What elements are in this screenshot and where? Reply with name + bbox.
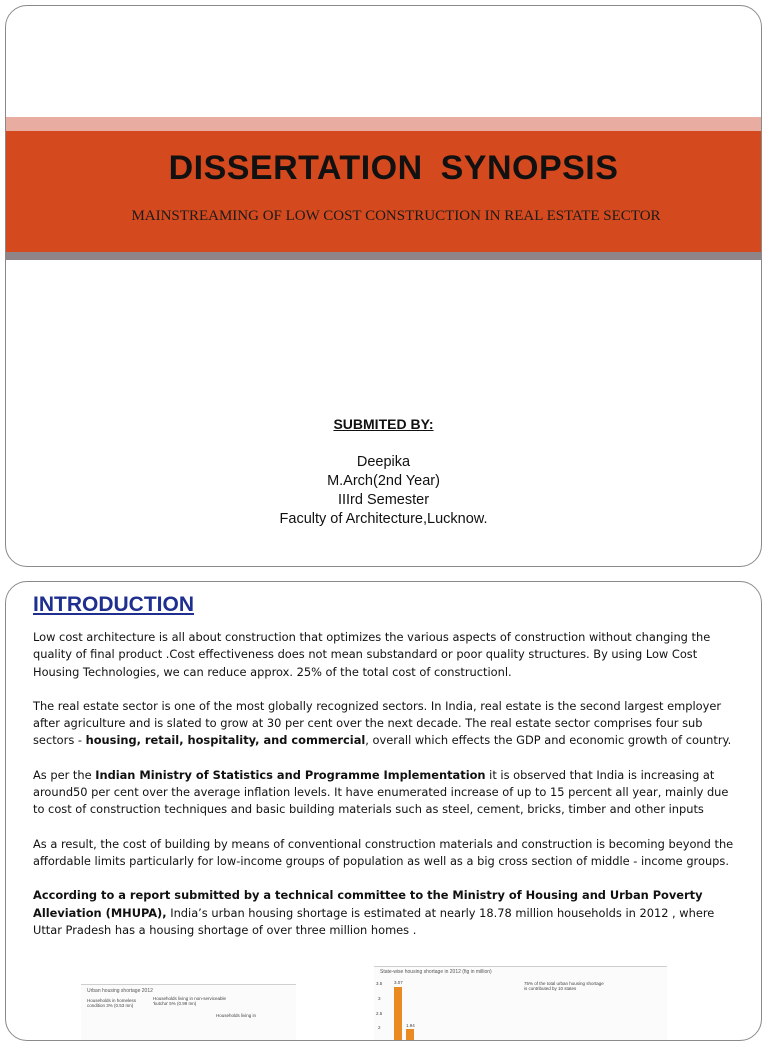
axis-tick: 3.5 bbox=[376, 981, 383, 986]
state-wise-shortage-figure bbox=[374, 966, 667, 1041]
figure-caption: State-wise housing shortage in 2012 (fig in million) bbox=[380, 969, 492, 975]
paragraph-5 bbox=[33, 887, 738, 939]
bar-label: 3.07 bbox=[394, 980, 403, 985]
author-degree: M.Arch(2nd Year) bbox=[327, 473, 440, 489]
paragraph-5-text: India’s urban housing shortage is estimated at nearly 18.78 million households in 2012 , where Uttar Pradesh has a housing shortage of over three million homes . bbox=[33, 905, 715, 937]
introduction-heading: INTRODUCTION bbox=[33, 593, 194, 616]
author-name: Deepika bbox=[356, 454, 411, 470]
slide-title: DISSERTATION SYNOPSIS bbox=[168, 149, 619, 187]
paragraph-3 bbox=[33, 767, 738, 819]
author-semester: IIIrd Semester bbox=[337, 492, 430, 508]
paragraph-2-text: The real estate sector is one of the most globally recognized sectors. In India, real estate is the second largest employer after agriculture and is slated to grow at 30 per cent over the next decade. The real estate sector comprises four sub sectors - bbox=[33, 698, 722, 748]
figure-caption: Urban housing shortage 2012 bbox=[87, 988, 153, 994]
paragraph-3-bold: Indian Ministry of Statistics and Programme Implementation bbox=[95, 767, 486, 782]
title-slide bbox=[5, 5, 762, 567]
slide-subtitle: MAINSTREAMING OF LOW COST CONSTRUCTION IN REAL ESTATE SECTOR bbox=[131, 208, 661, 224]
paragraph-3-text: As per the bbox=[33, 767, 96, 782]
paragraph-3-text-end: it is observed that India is increasing at around50 per cent over the average inflation levels. It have enumerated increase of up to 15 percent all year, mainly due to cost of construction techniques and basic building materials such as steel, cement, bricks, timber and other inputs bbox=[33, 767, 729, 817]
figure-note: 75% of the total urban housing shortage is contributed by 10 states bbox=[524, 981, 604, 991]
axis-tick: 2.5 bbox=[376, 1011, 383, 1016]
figure-label: Households in homeless condition 3% (0.53 mn) bbox=[87, 998, 137, 1008]
paragraph-4: As a result, the cost of building by means of conventional construction materials and construction is becoming beyond the affordable limits particularly for low-income groups of population as well as a big cross section of middle - income groups. bbox=[33, 836, 734, 868]
author-block bbox=[6, 453, 761, 529]
figure-label: Households living in non-serviceable 'kutcha' 5% (0.99 mn) bbox=[153, 996, 227, 1006]
paragraph-1: Low cost architecture is all about construction that optimizes the various aspects of construction without changing the quality of final product .Cost effectiveness does not mean substandard or poor quality structures. By using Low Cost Housing Technologies, we can reduce approx. 25% of the total cost of constructionl. bbox=[33, 630, 711, 679]
introduction-body bbox=[33, 629, 738, 956]
submitted-by-heading: SUBMITED BY: bbox=[333, 416, 434, 432]
title-band-bottom bbox=[6, 252, 761, 260]
title-band-top bbox=[6, 117, 761, 131]
paragraph-2-text-end: , overall which effects the GDP and economic growth of country. bbox=[365, 733, 732, 748]
paragraph-2 bbox=[33, 698, 738, 750]
bar-label: 1.94 bbox=[406, 1023, 415, 1028]
figure-label: Households living in bbox=[216, 1013, 257, 1018]
paragraph-5-bold: According to a report submitted by a technical committee to the Ministry of Housing and Urban Poverty Alleviation (MHUPA), bbox=[33, 888, 703, 920]
bar bbox=[394, 987, 402, 1041]
introduction-slide bbox=[5, 581, 762, 1041]
author-faculty: Faculty of Architecture,Lucknow. bbox=[279, 511, 488, 527]
axis-tick: 2 bbox=[378, 1025, 381, 1030]
paragraph-2-bold: housing, retail, hospitality, and commercial bbox=[85, 733, 366, 748]
axis-tick: 3 bbox=[378, 996, 381, 1001]
bar bbox=[406, 1029, 414, 1041]
urban-housing-shortage-figure bbox=[81, 984, 296, 1041]
